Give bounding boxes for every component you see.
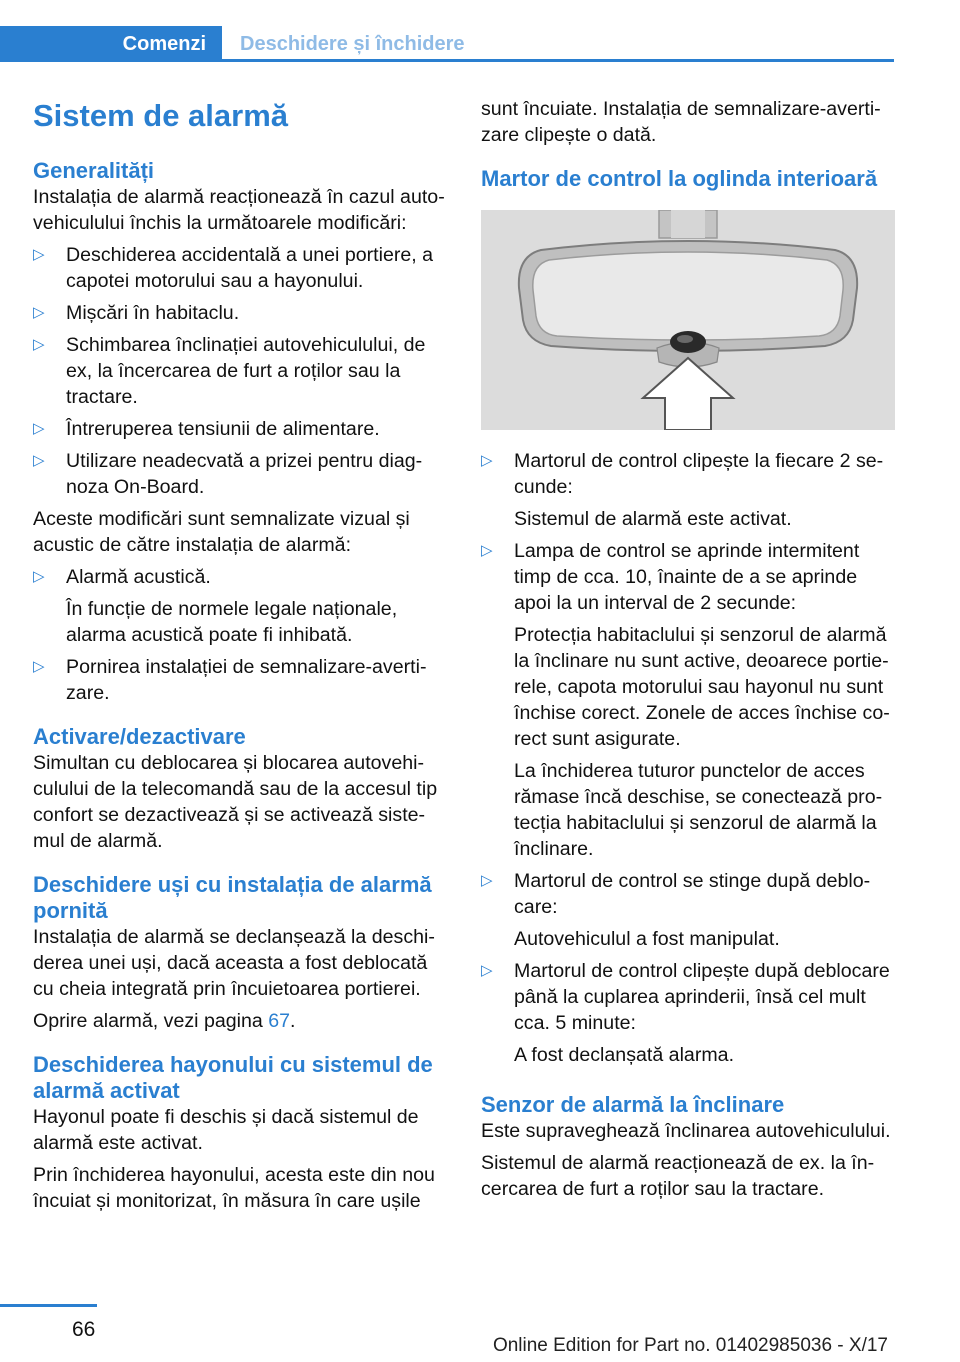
list-item-note: Sistemul de alarmă este activat. (514, 508, 792, 530)
section-hayon (33, 1052, 447, 1214)
bullet-icon: ▷ (33, 304, 45, 321)
paragraph: Hayonul poate fi deschis și dacă sistemul de alarmă este activat. (33, 1106, 419, 1154)
list-item: ▷ Martorul de control se stinge după deblocare: Autovehiculul a fost manipulat. (481, 868, 895, 952)
section-generalitati (33, 158, 447, 706)
list-item: ▷ Martorul de control clipește la fiecare 2 secunde: Sistemul de alarmă este activat. (481, 448, 895, 532)
bullet-icon: ▷ (33, 246, 45, 263)
list-item: ▷ Alarmă acustică. În funcție de normele legale naționale, alarma acustică poate fi inhibată. (33, 564, 447, 648)
list-item-note: La închiderea tuturor punctelor de acces rămase încă deschise, se conectează protecția habitaclului și senzorul de alarmă la înclinare. (514, 760, 883, 860)
section-heading: Deschiderea hayonului cu sistemul de alarmă activat (33, 1052, 433, 1103)
list-item: ▷ Întreruperea tensiunii de alimentare. (33, 418, 380, 440)
section-heading: Generalități (33, 158, 155, 183)
page-link[interactable]: 67 (268, 1010, 291, 1032)
right-column (481, 96, 895, 1208)
section-deschidere-usi (33, 872, 447, 1034)
paragraph: sunt încuiate. Instalația de semnalizare-avertizare clipește o dată. (481, 98, 881, 146)
bullet-icon: ▷ (481, 872, 493, 889)
list-item-note: Autovehiculul a fost manipulat. (514, 928, 780, 950)
rearview-mirror-icon (481, 210, 895, 430)
header-tabs (0, 26, 894, 62)
footer-divider (0, 1304, 97, 1307)
edition-note: Online Edition for Part no. 01402985036 - X/17 (492, 1335, 888, 1356)
paragraph: Instalația de alarmă reacționează în cazul autovehiculului închis la următoarele modificări: (33, 186, 445, 234)
section-heading: Martor de control la oglinda interioară (481, 166, 878, 191)
section-activare (33, 724, 447, 854)
paragraph: Oprire alarmă, vezi pagina 67. (33, 1010, 296, 1032)
mirror-illustration (481, 210, 895, 430)
bullet-icon: ▷ (33, 568, 45, 585)
section-senzor-inclinare (481, 1092, 895, 1202)
section-heading: Deschidere uși cu instalația de alarmă pornită (33, 872, 432, 923)
list-item: ▷ Pornirea instalației de semnalizare-avertizare. (33, 656, 427, 704)
bullet-list (481, 448, 895, 1068)
list-item: ▷ Mișcări în habitaclu. (33, 302, 240, 324)
list-item-note: În funcție de normele legale naționale, alarma acustică poate fi inhibată. (66, 598, 398, 646)
tab-underline (222, 59, 894, 62)
paragraph: Sistemul de alarmă reacționează de ex. la încercarea de furt a roților sau la tractare. (481, 1152, 875, 1200)
paragraph: Simultan cu deblocarea și blocarea autovehiculului de la telecomandă sau de la accesul tip confort se dezactivează și se activează sistemul de alarmă. (33, 752, 438, 852)
list-item: ▷ Deschiderea accidentală a unei portiere, a capotei motorului sau a hayonului. (33, 244, 434, 292)
page-title: Sistem de alarmă (33, 98, 289, 133)
list-item: ▷ Martorul de control clipește după deblocare până la cuplarea aprinderii, însă cel mult cca. 5 minute: A fost declanșată alarma. (481, 958, 895, 1068)
bullet-icon: ▷ (33, 452, 45, 469)
bullet-icon: ▷ (33, 420, 45, 437)
bullet-icon: ▷ (481, 452, 493, 469)
bullet-icon: ▷ (33, 336, 45, 353)
paragraph: Prin închiderea hayonului, acesta este din nou încuiat și monitorizat, în măsura în care ușile (33, 1164, 435, 1212)
list-item: ▷ Utilizare neadecvată a prizei pentru diagnoza On-Board. (33, 450, 423, 498)
section-heading: Senzor de alarmă la înclinare (481, 1092, 785, 1117)
bullet-icon: ▷ (481, 542, 493, 559)
section-heading: Activare/dezactivare (33, 724, 246, 749)
tab-deschidere-inchidere[interactable]: Deschidere și închidere (240, 33, 465, 55)
list-item: ▷ Lampa de control se aprinde intermitent timp de cca. 10, înainte de a se aprinde apoi la un interval de 2 secunde: Protecția habitaclului și senzorul de alarmă la înclinare nu sunt active, deoarece portierele, capota motorului sau hayonul nu sunt închise corect. Zonele de acces închise corect sunt asigurate. La închiderea tuturor punctelor de acces rămase încă deschise, se conectează protecția habitaclului și senzorul de alarmă la înclinare. (481, 538, 895, 862)
paragraph: Instalația de alarmă se declanșează la deschiderea unei uși, dacă aceasta a fost deblocată cu cheia integrată prin încuietoarea portierei. (33, 926, 435, 1000)
page-number: 66 (72, 1318, 96, 1341)
list-item-note: A fost declanșată alarma. (514, 1044, 735, 1066)
bullet-list (33, 242, 447, 500)
list-item-note: Protecția habitaclului și senzorul de alarmă la înclinare nu sunt active, deoarece portierele, capota motorului sau hayonul nu sunt închise corect. Zonele de acces închise corect sunt asigurate. (514, 624, 890, 750)
bullet-list (33, 564, 447, 706)
paragraph: Este supraveghează înclinarea autovehiculului. (481, 1120, 891, 1142)
bullet-icon: ▷ (481, 962, 493, 979)
list-item: ▷ Schimbarea înclinației autovehiculului, de ex, la încercarea de furt a roților sau la tractare. (33, 334, 426, 408)
left-column (33, 96, 447, 1220)
tab-comenzi[interactable]: Comenzi (0, 26, 222, 62)
bullet-icon: ▷ (33, 658, 45, 675)
paragraph: Aceste modificări sunt semnalizate vizual și acustic de către instalația de alarmă: (33, 508, 410, 556)
